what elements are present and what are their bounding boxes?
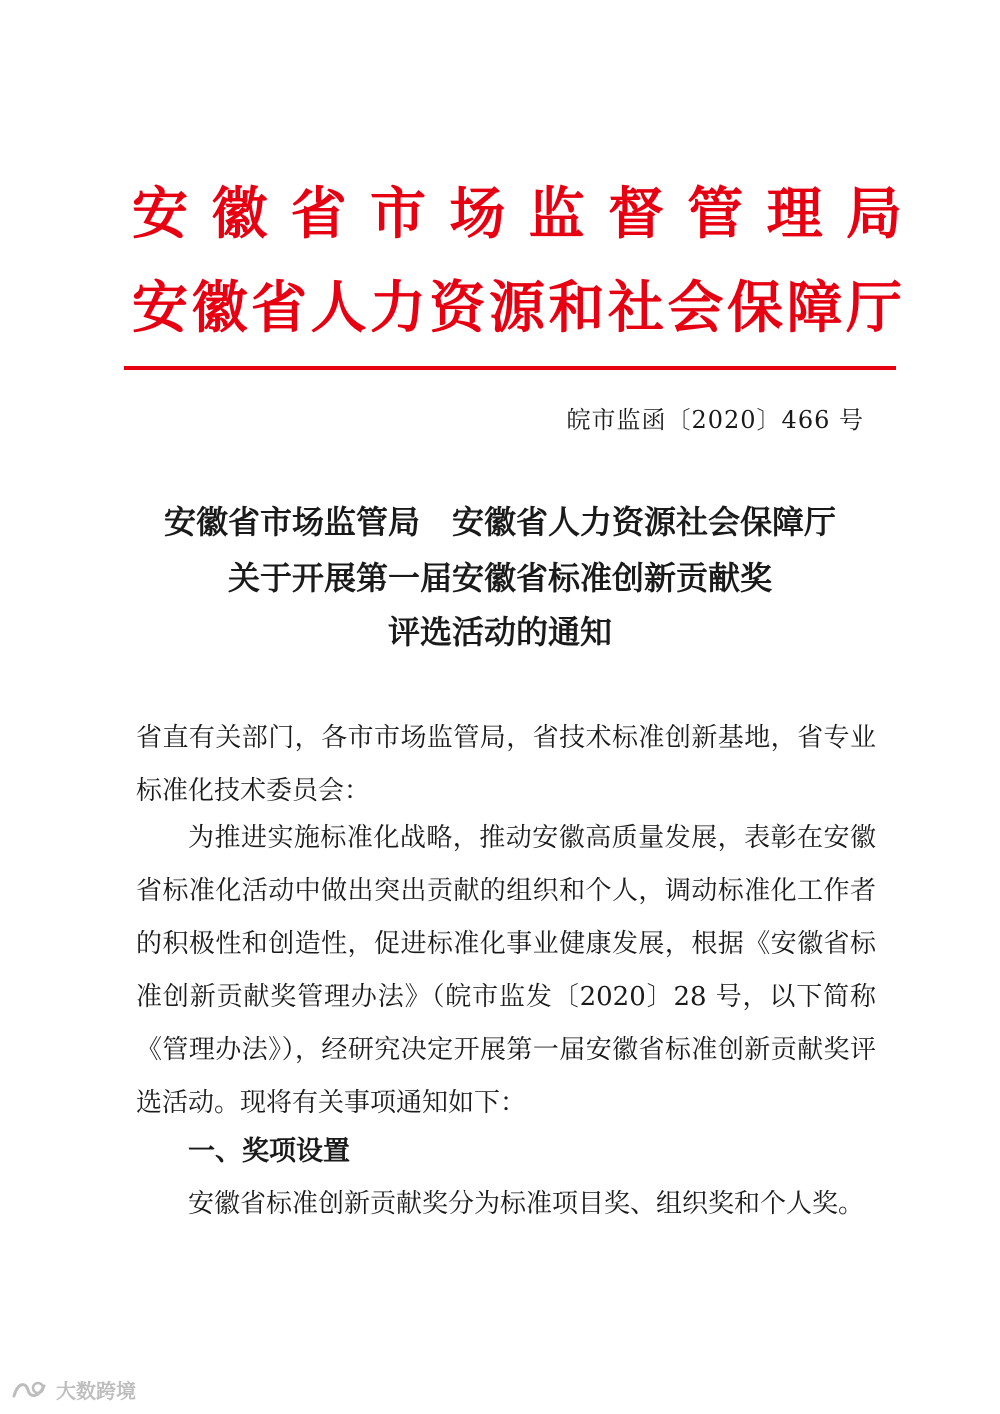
issuer-1-char: 市 — [369, 182, 426, 247]
brand-logo-icon — [10, 1378, 50, 1402]
issuer-1-char: 督 — [607, 182, 664, 247]
watermark — [10, 1375, 136, 1404]
issuer-2-char: 力 — [370, 276, 426, 341]
issuer-1-char: 局 — [845, 182, 902, 247]
salutation: 省直有关部门，各市市场监管局，省技术标准创新基地，省专业标准化技术委员会： — [136, 723, 876, 806]
issuer-1-char: 省 — [290, 182, 347, 247]
issuer-2-char: 社 — [608, 276, 664, 341]
document-number: 皖市监函〔2020〕466 号 — [566, 406, 864, 434]
issuer-2-char: 省 — [251, 276, 307, 341]
issuer-2-char: 障 — [786, 276, 843, 341]
issuer-2-char: 资 — [429, 276, 486, 341]
issuer-2-char: 保 — [727, 276, 783, 341]
watermark-text: 大数跨境 — [56, 1379, 136, 1403]
red-header-rule — [124, 366, 896, 370]
awards-paragraph: 安徽省标准创新贡献奖分为标准项目奖、组织奖和个人奖。 — [188, 1189, 865, 1219]
issuer-2-char: 徽 — [191, 276, 248, 341]
issuer-2-char: 和 — [548, 276, 605, 341]
title-line-3: 评选活动的通知 — [387, 613, 612, 651]
issuer-2-char: 安 — [132, 276, 188, 341]
issuer-2-char: 会 — [667, 276, 724, 341]
issuer-2-char: 人 — [310, 276, 367, 341]
issuer-1-char: 安 — [132, 182, 188, 247]
issuer-name-market-regulation — [132, 182, 902, 248]
issuer-2-char: 厅 — [846, 276, 902, 341]
issuer-1-char: 监 — [528, 182, 585, 247]
issuer-1-char: 管 — [687, 182, 744, 247]
issuer-1-char: 徽 — [211, 182, 268, 247]
title-line-2: 关于开展第一届安徽省标准创新贡献奖 — [227, 559, 772, 597]
issuer-1-char: 场 — [449, 182, 506, 247]
issuer-2-char: 源 — [489, 276, 545, 341]
title-line-1: 安徽省市场监管局 安徽省人力资源社会保障厅 — [163, 503, 836, 541]
intro-paragraph: 为推进实施标准化战略，推动安徽高质量发展，表彰在安徽省标准化活动中做出突出贡献的组织和个人，调动标准化工作者的积极性和创造性，促进标准化事业健康发展，根据《安徽省标准创新贡献奖管理办法》（皖市监发〔2020〕28 号，以下简称《管理办法》），经研究决定开展第一届安徽省标准创新贡献奖评选活动。现将有关事项通知如下： — [136, 823, 876, 1118]
section-heading-awards: 一、奖项设置 — [188, 1136, 350, 1167]
issuer-1-char: 理 — [766, 182, 823, 247]
issuer-name-human-resources — [132, 276, 902, 342]
